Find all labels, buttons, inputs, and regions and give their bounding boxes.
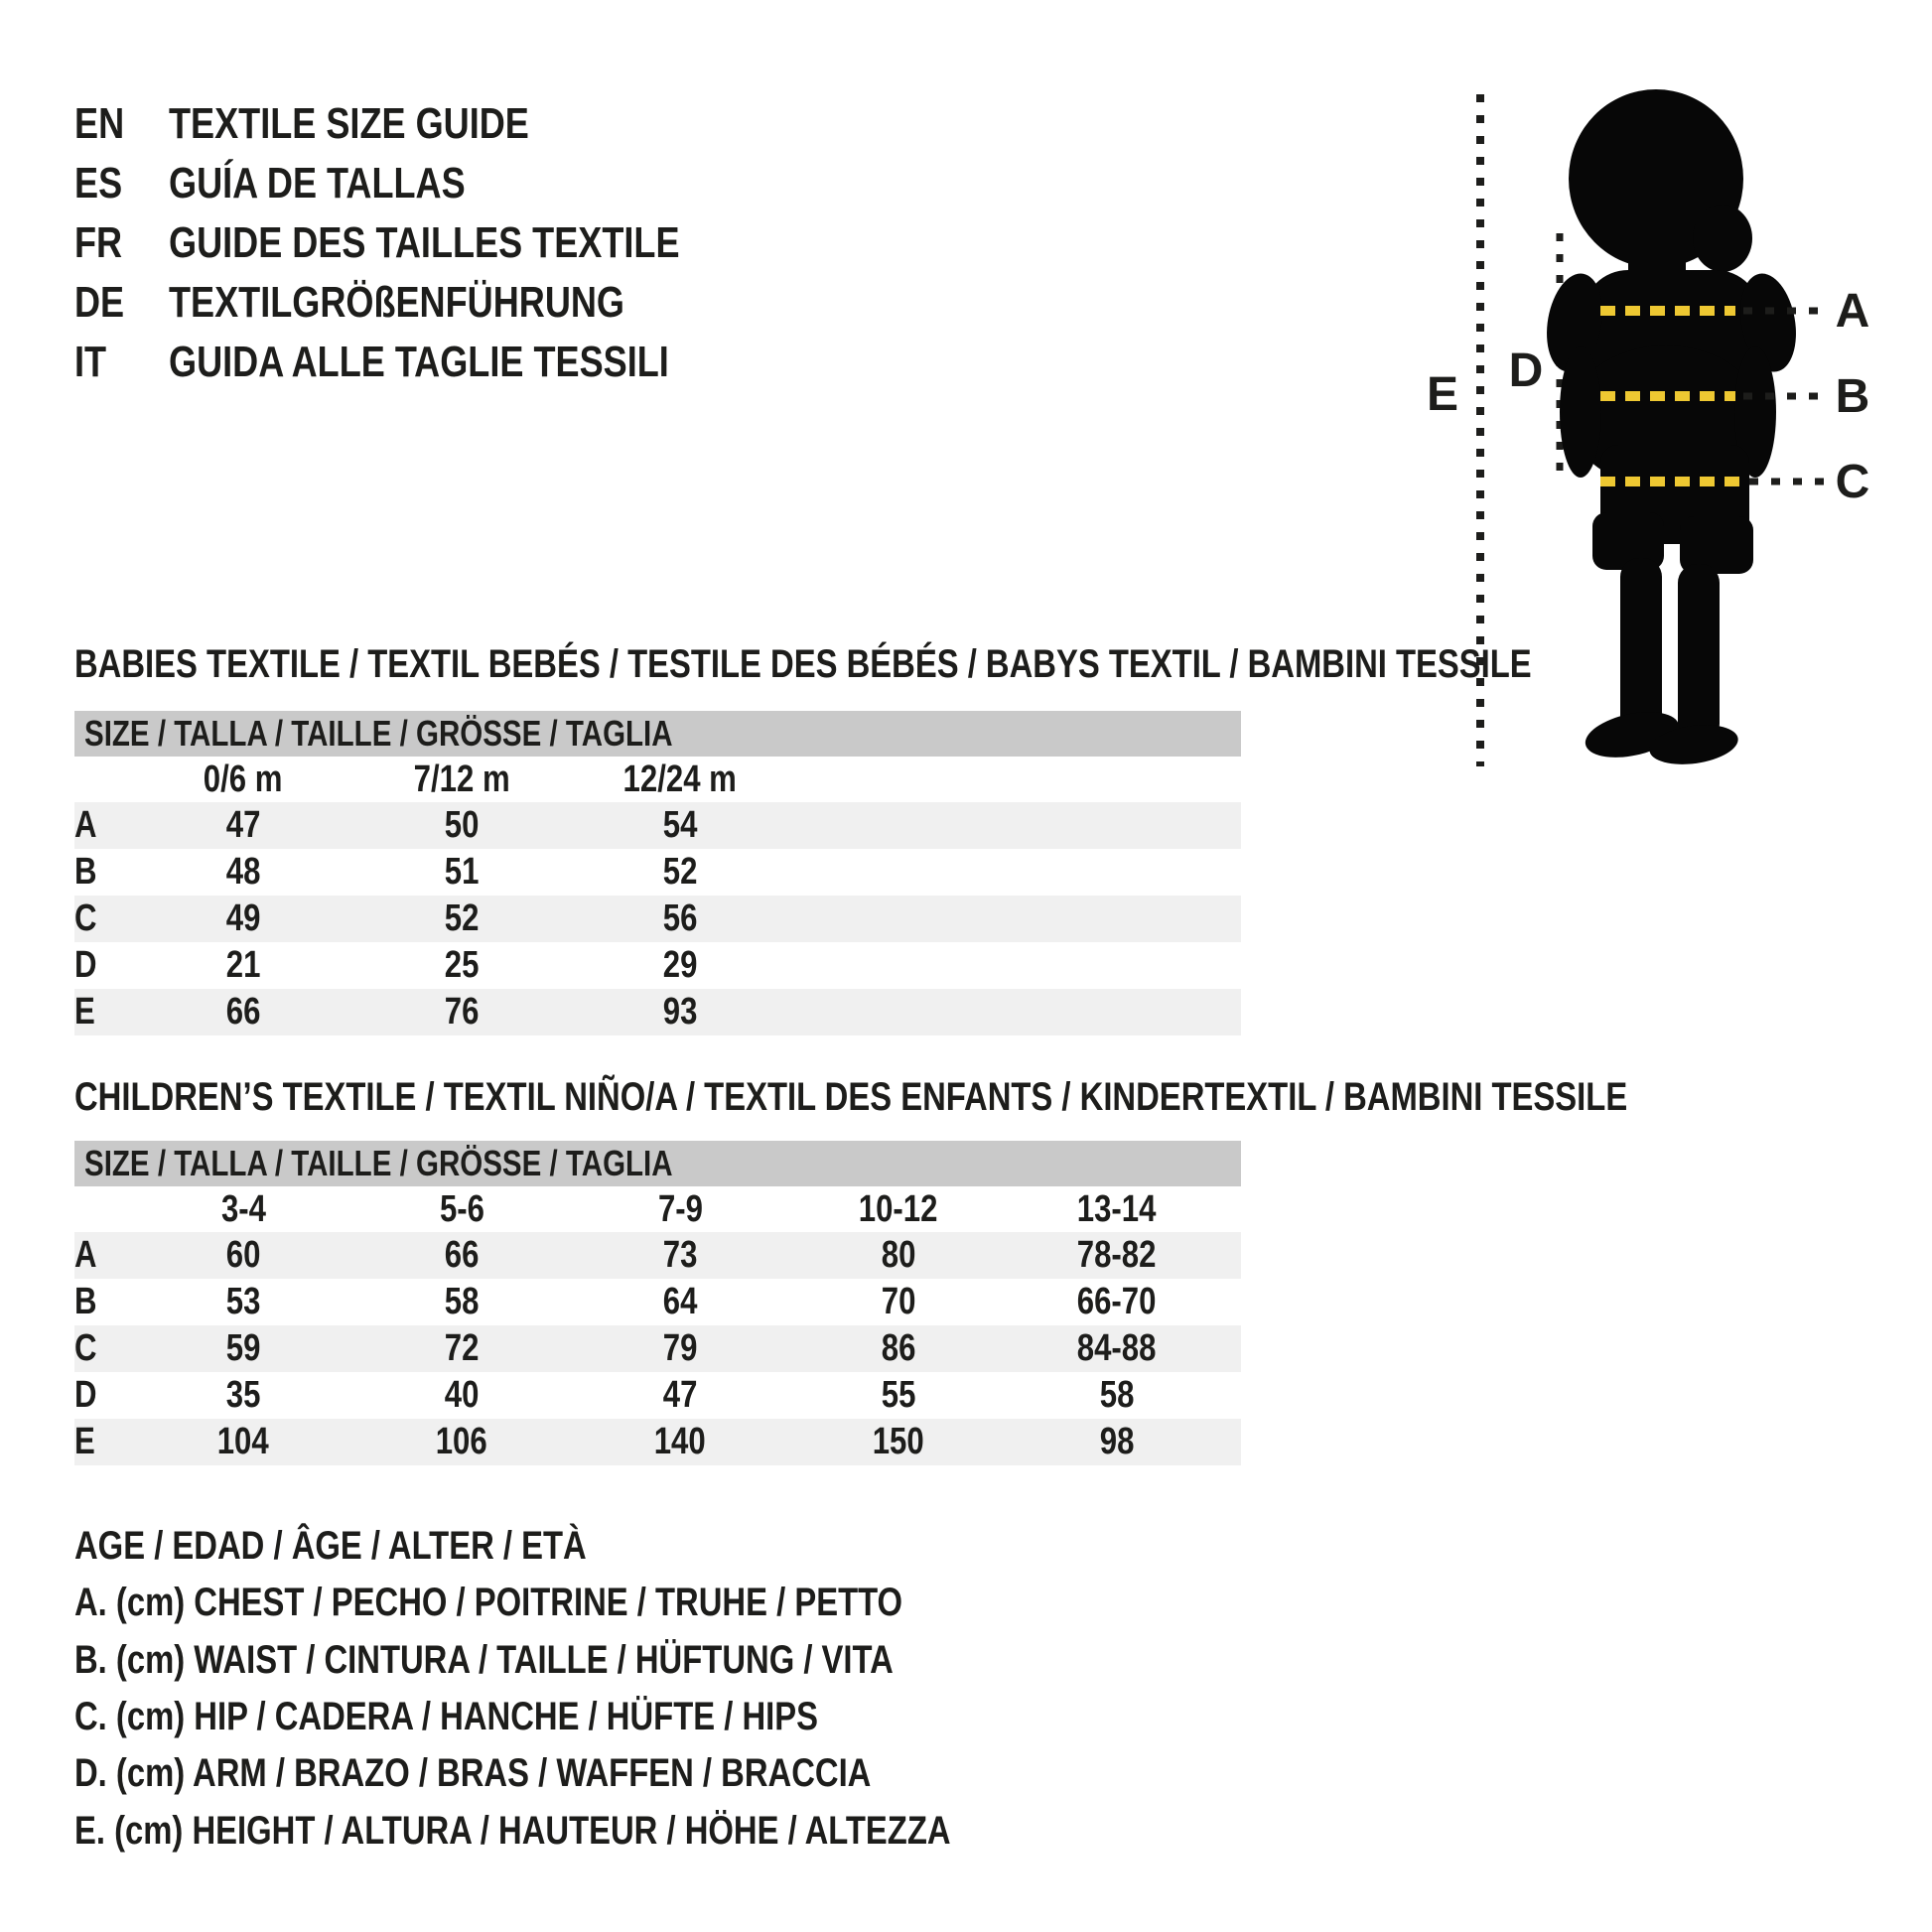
table-cell: 59 [225,1327,261,1369]
language-title: GUIDE DES TAILLES TEXTILE [169,218,680,267]
table-row [74,1279,1241,1325]
table-cell: 60 [225,1234,261,1276]
table-cell: 80 [881,1234,916,1276]
table-row [74,849,1241,896]
table-cell: 58 [444,1281,480,1322]
table-cell: 48 [225,851,261,893]
table-cell: 73 [662,1234,698,1276]
legend-hip-line: C. (cm) HIP / CADERA / HANCHE / HÜFTE / HIPS [74,1695,819,1739]
table-row [74,989,1241,1035]
column-header: 10-12 [859,1187,938,1230]
table-cell: 66-70 [1077,1281,1157,1322]
table-cell: 25 [444,944,480,986]
legend-age-line: AGE / EDAD / ÂGE / ALTER / ETÀ [74,1524,587,1569]
table-cell: 76 [444,991,480,1033]
table-cell: 29 [662,944,698,986]
table-cell: 150 [873,1421,924,1462]
table-cell: 93 [662,991,698,1033]
table-cell: 40 [444,1374,480,1416]
figure-label-e: E [1426,368,1459,421]
babies-size-header-bar: SIZE / TALLA / TAILLE / GRÖSSE / TAGLIA [74,711,1241,757]
table-row [74,1372,1241,1419]
table-cell: 104 [217,1421,269,1462]
legend-height-line: E. (cm) HEIGHT / ALTURA / HAUTEUR / HÖHE / ALTEZZA [74,1808,951,1853]
table-cell: 140 [654,1421,706,1462]
table-cell: 106 [436,1421,487,1462]
table-cell: 66 [225,991,261,1033]
language-row-de [74,273,791,333]
figure-label-b: B [1835,370,1870,423]
language-code: IT [74,338,107,386]
legend-chest-line: A. (cm) CHEST / PECHO / POITRINE / TRUHE / PETTO [74,1581,903,1625]
table-cell: 21 [225,944,261,986]
table-cell: 66 [444,1234,480,1276]
table-cell: 78-82 [1077,1234,1157,1276]
table-cell: 52 [444,897,480,939]
table-cell: 70 [881,1281,916,1322]
language-title-list [74,94,791,392]
children-column-header-row [74,1186,1241,1232]
language-title: GUIDA ALLE TAGLIE TESSILI [169,338,669,386]
figure-label-d: D [1508,345,1544,397]
column-header: 7/12 m [413,758,510,800]
row-label: C [74,897,97,939]
table-cell: 54 [662,804,698,846]
language-row-it [74,333,791,392]
table-cell: 72 [444,1327,480,1369]
row-label: B [74,1281,97,1322]
column-header: 5-6 [439,1187,484,1230]
table-cell: 52 [662,851,698,893]
row-label: D [74,944,97,986]
column-header: 7-9 [657,1187,703,1230]
table-cell: 56 [662,897,698,939]
column-header: 0/6 m [204,758,283,800]
table-row [74,896,1241,942]
legend-arm-line: D. (cm) ARM / BRAZO / BRAS / WAFFEN / BRACCIA [74,1751,872,1796]
language-row-fr [74,213,791,273]
language-code: DE [74,278,125,327]
table-row [74,1325,1241,1372]
table-cell: 47 [662,1374,698,1416]
row-label: D [74,1374,97,1416]
table-row [74,1232,1241,1279]
table-row [74,942,1241,989]
row-label: A [74,1234,97,1276]
row-label: A [74,804,97,846]
babies-column-header-row [74,757,1241,802]
table-cell: 35 [225,1374,261,1416]
children-size-header-bar: SIZE / TALLA / TAILLE / GRÖSSE / TAGLIA [74,1141,1241,1186]
children-section-title: CHILDREN’S TEXTILE / TEXTIL NIÑO/A / TEXTIL DES ENFANTS / KINDERTEXTIL / BAMBINI TESSILE [74,1074,1628,1119]
table-cell: 86 [881,1327,916,1369]
figure-label-a: A [1835,285,1870,338]
table-row [74,1419,1241,1465]
table-cell: 55 [881,1374,916,1416]
table-cell: 79 [662,1327,698,1369]
table-cell: 47 [225,804,261,846]
child-measurement-figure [1370,50,1932,804]
row-label: E [74,991,95,1033]
children-size-table [74,1141,1241,1465]
legend-waist-line: B. (cm) WAIST / CINTURA / TAILLE / HÜFTUNG / VITA [74,1637,894,1682]
language-code: FR [74,218,123,267]
table-cell: 64 [662,1281,698,1322]
language-row-en [74,94,791,154]
row-label: E [74,1421,95,1462]
table-cell: 84-88 [1077,1327,1157,1369]
table-cell: 51 [444,851,480,893]
language-code: EN [74,99,125,148]
table-row [74,802,1241,849]
table-cell: 50 [444,804,480,846]
column-header: 3-4 [220,1187,266,1230]
babies-section-title: BABIES TEXTILE / TEXTIL BEBÉS / TESTILE DES BÉBÉS / BABYS TEXTIL / BAMBINI TESSILE [74,641,1532,686]
row-label: C [74,1327,97,1369]
table-cell: 98 [1099,1421,1135,1462]
language-title: TEXTILE SIZE GUIDE [169,99,529,148]
table-cell: 49 [225,897,261,939]
language-title: GUÍA DE TALLAS [169,159,466,207]
figure-label-c: C [1835,456,1870,508]
language-row-es [74,154,791,213]
measurement-legend [74,1518,1143,1860]
language-title: TEXTILGRÖßENFÜHRUNG [169,278,625,327]
table-cell: 53 [225,1281,261,1322]
column-header: 12/24 m [622,758,738,800]
language-code: ES [74,159,123,207]
column-header: 13-14 [1077,1187,1157,1230]
row-label: B [74,851,97,893]
table-cell: 58 [1099,1374,1135,1416]
babies-size-table [74,711,1241,1035]
